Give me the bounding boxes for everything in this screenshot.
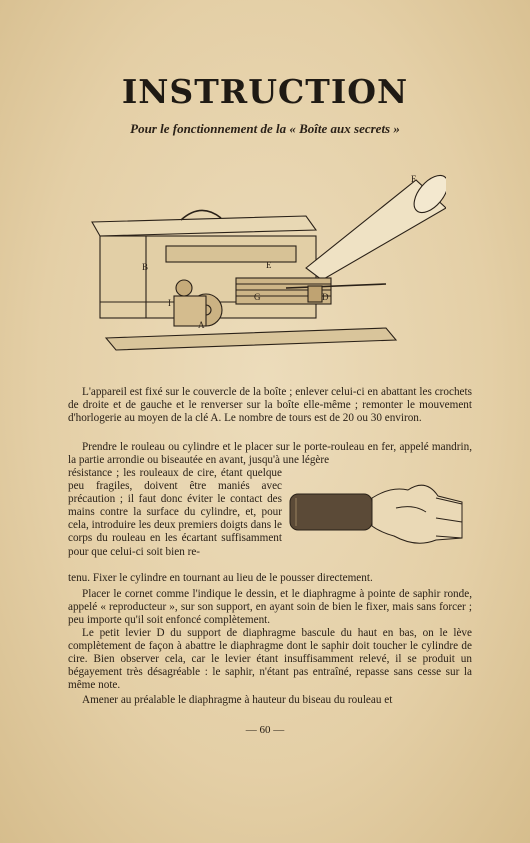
paragraph-rouleau-continued: résistance ; les rouleaux de cire, étant quelque peu fragiles, doivent être maniés avec précaution ; il faut donc éviter le contact des mains contre la surface du cylindre, et, pour cela, introduire les deux premiers doigts dans le corps du rouleau en les écartant suffisamment pour que celui-ci soit bien re- — [68, 467, 282, 558]
label-A: A — [198, 320, 205, 330]
page-subtitle: Pour le fonctionnement de la « Boîte aux secrets » — [130, 121, 400, 136]
label-F: F — [411, 174, 417, 184]
paragraph-cornet: Placer le cornet comme l'indique le dessin, et le diaphragme à pointe de saphir ronde, appelé « reproducteur », sur son support, en ayant soin de bien le fixer, mais sans forcer ; peu importe qu'il soit enfoncé complètement. — [68, 588, 472, 627]
paragraph-levier: Le petit levier D du support de diaphragme bascule du haut en bas, on le lève complètement de façon à abattre le diaphragme dont le saphir doit toucher le cylindre de cire. Bien observer cela, car le levier étant insuffisamment relevé, il se produit un bégayement très désagréable : le saphir, n'étant pas entraîné, repasse sans cesse sur la même note. — [68, 627, 472, 692]
paragraph-rouleau: Prendre le rouleau ou cylindre et le placer sur le porte-rouleau en fer, appelé mandrin, la partie arrondie ou biseautée en avant, jusqu'à une légère — [68, 441, 472, 467]
paragraph-amener: Amener au préalable le diaphragme à hauteur du biseau du rouleau et — [82, 694, 393, 706]
paragraph-rouleau-end: tenu. Fixer le cylindre en tournant au lieu de le pousser directement. — [68, 572, 373, 584]
label-G: G — [254, 292, 261, 302]
label-E: E — [266, 260, 272, 270]
label-I: I — [168, 298, 171, 308]
page-number: — 60 — — [245, 724, 285, 736]
label-B: B — [142, 262, 149, 272]
paragraph-appareil: L'appareil est fixé sur le couvercle de la boîte ; enlever celui-ci en abattant les crochets de droite et de gauche et le renverser sur la boîte elle-même ; remonter le mouvement d'horlogerie au moyen de la clé A. Le nombre de tours est de 20 ou 30 environ. — [68, 386, 472, 425]
phonograph-illustration — [86, 150, 446, 365]
label-D: D — [322, 292, 329, 302]
hand-cylinder-illustration — [286, 468, 470, 560]
page-title: INSTRUCTION — [121, 72, 409, 111]
